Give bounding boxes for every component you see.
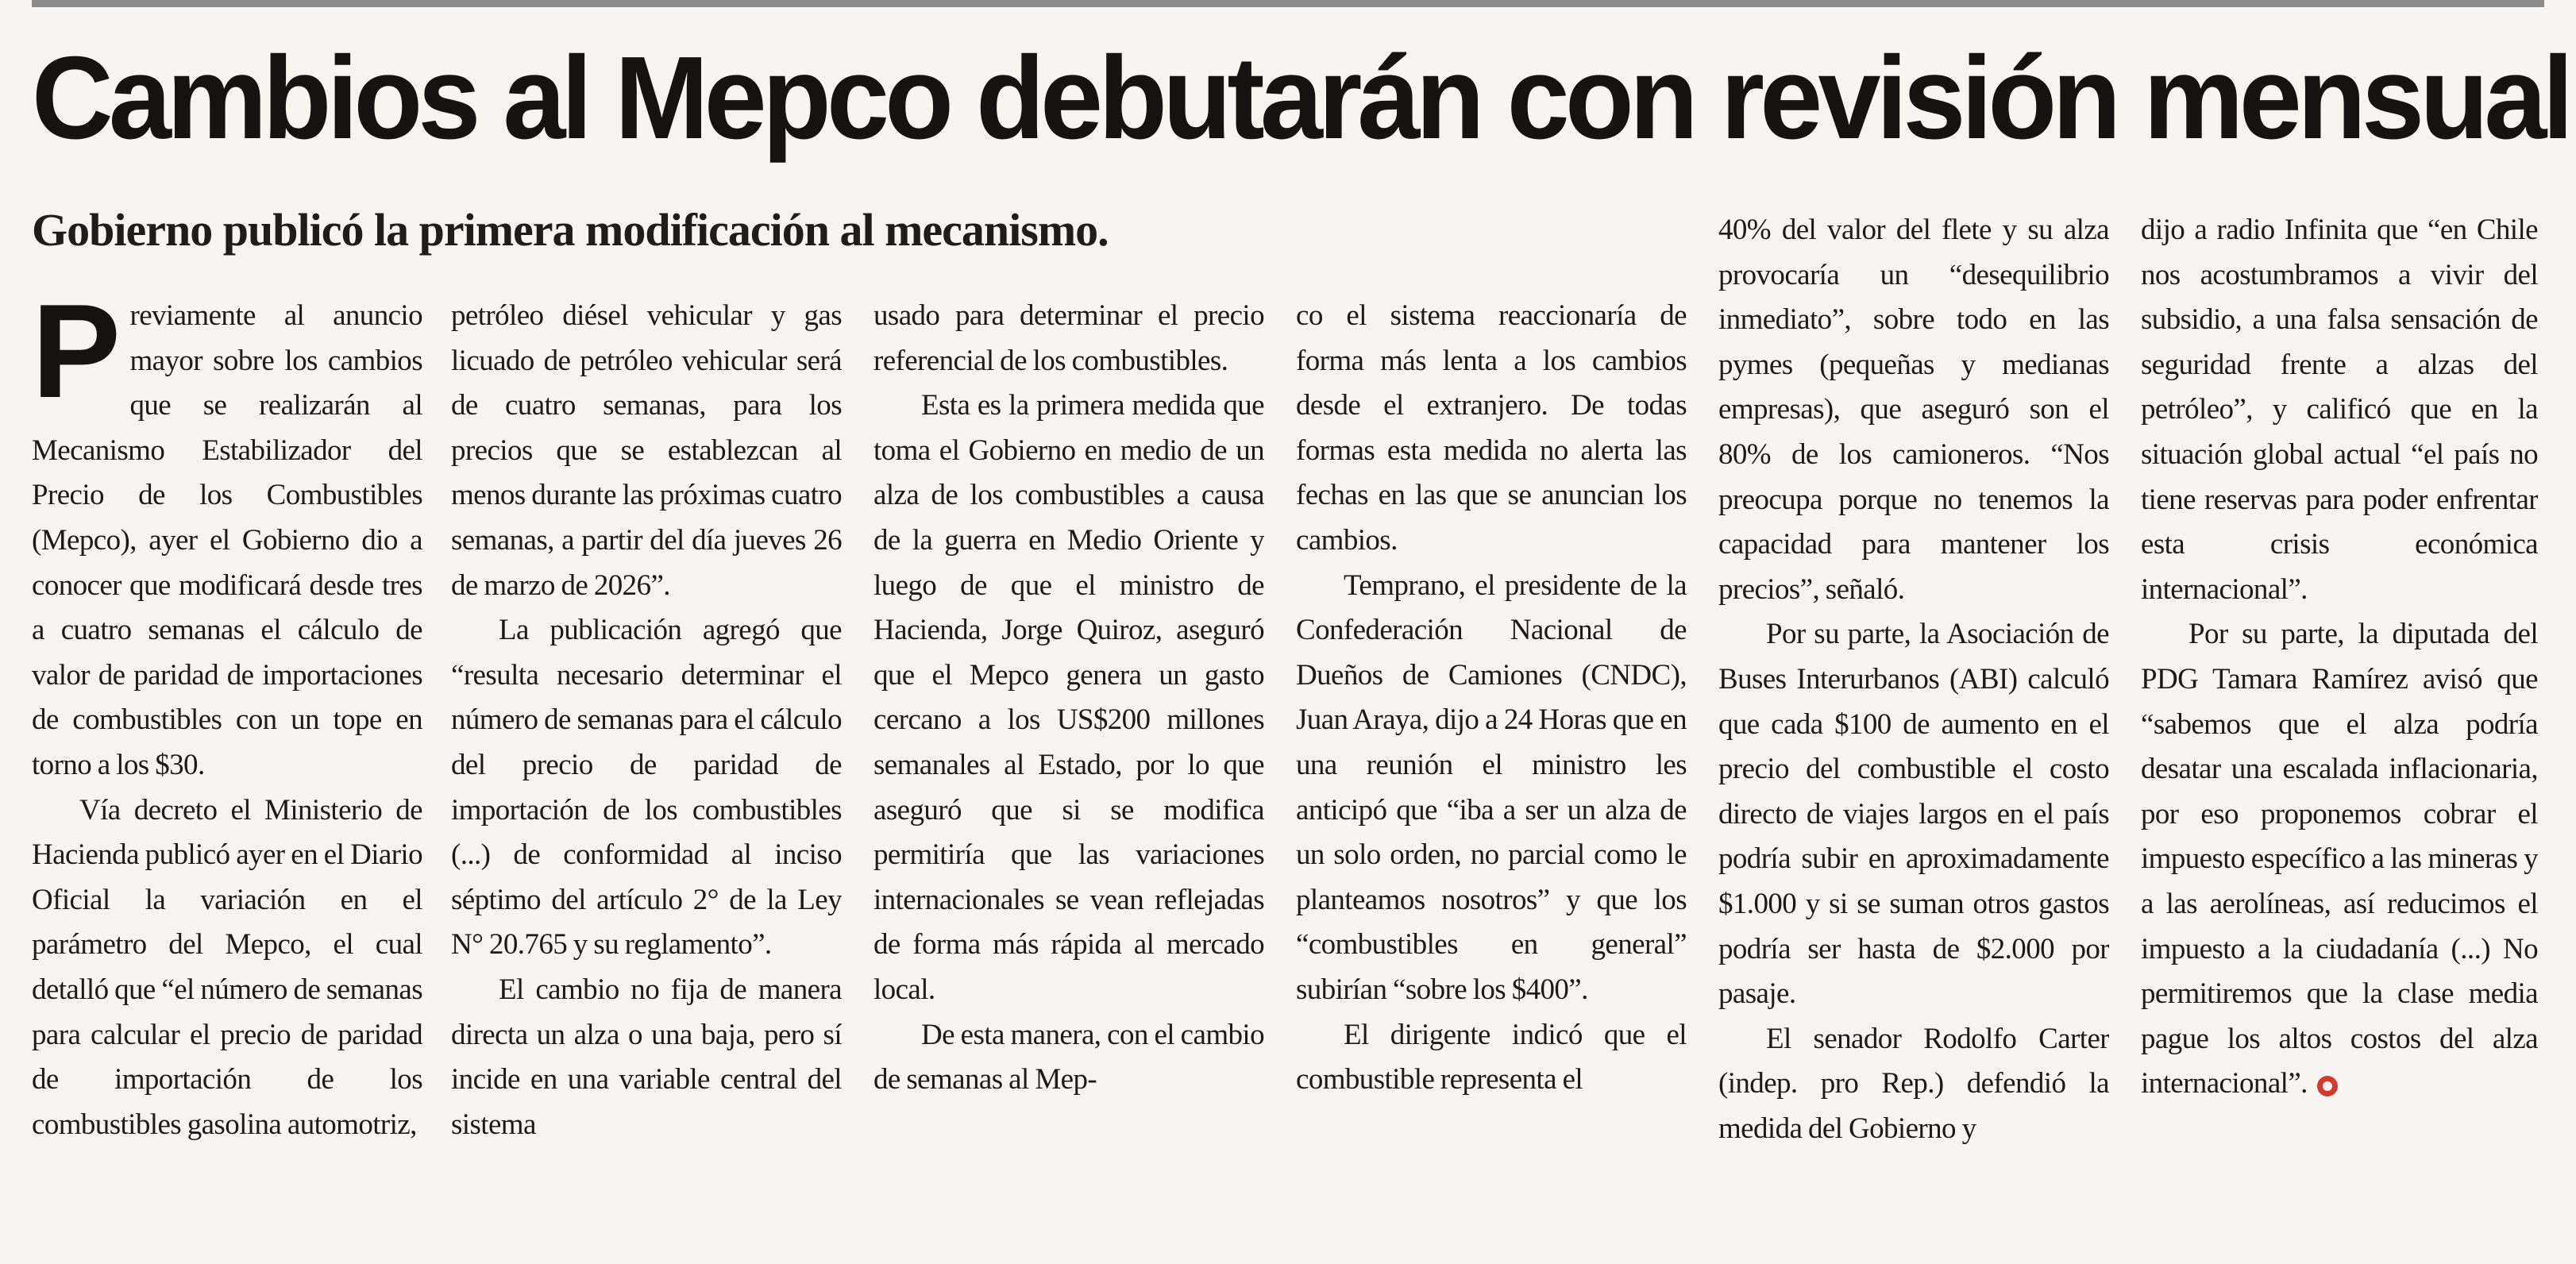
headline: Cambios al Mepco debutarán con revisión mensual [32, 33, 2570, 164]
paragraph: dijo a radio Infinita que “en Chile nos acostumbramos a vivir del subsidio, a una falsa sensación de seguridad frente a alzas del petróleo”, y calificó que en la situación global actual “el país no tiene reservas para poder enfrentar esta crisis económica internacional”. [2141, 214, 2538, 606]
article-column-1 [32, 294, 422, 1247]
paragraph: usado para determinar el precio referencial de los combustibles. [873, 299, 1264, 377]
paragraph: El dirigente indicó que el combustible representa el [1296, 1018, 1687, 1096]
paragraph: De esta manera, con el cambio de semanas al Mep- [873, 1018, 1264, 1096]
paragraph: El cambio no fija de manera directa un alza o una baja, pero sí incide en una variable central del sistema [451, 973, 842, 1141]
paragraph: Previamente al anuncio mayor sobre los cambios que se realizarán al Mecanismo Estabilizador del Precio de los Combustibles (Mepco), ayer el Gobierno dio a conocer que modificará desde tres a cuatro semanas el cálculo de valor de paridad de importaciones de combustibles con un tope en torno a los $30. [32, 294, 422, 781]
article-column-5 [1718, 208, 2109, 1248]
paragraph: 40% del valor del flete y su alza provocaría un “desequilibrio inmediato”, sobre todo en las pymes (pequeñas y medianas empresas), que aseguró son el 80% de los camioneros. “Nos preocupa porque no tenemos la capacidad para mantener los precios”, señaló. [1718, 214, 2109, 606]
article-column-6 [2141, 208, 2538, 1248]
paragraph: co el sistema reaccionaría de forma más lenta a los cambios desde el extranjero. De todas formas esta medida no alerta las fechas en las que se anuncian los cambios. [1296, 299, 1687, 557]
paragraph: Vía decreto el Ministerio de Hacienda publicó ayer en el Diario Oficial la variación en el parámetro del Mepco, el cual detalló que “el número de semanas para calcular el precio de paridad de importación de los combustibles gasolina automotriz, [32, 793, 422, 1141]
top-rule [32, 0, 2544, 7]
paragraph: Temprano, el presidente de la Confederación Nacional de Dueños de Camiones (CNDC), Juan Araya, dijo a 24 Horas que en una reunión el ministro les anticipó que “iba a ser un alza de un solo orden, no parcial como le planteamos nosotros” y que los “combustibles en general” subirían “sobre los $400”. [1296, 568, 1687, 1006]
paragraph: Por su parte, la diputada del PDG Tamara Ramírez avisó que “sabemos que el alza podría desatar una escalada inflacionaria, por eso proponemos cobrar el impuesto específico a las mineras y a las aerolíneas, así reducimos el impuesto a la ciudadanía (...) No permitiremos que la clase media pague los altos costos del alza internacional”. [2141, 618, 2538, 1100]
deck-subheadline: Gobierno publicó la primera modificación al mecanismo. [32, 204, 1109, 256]
drop-cap: P [32, 294, 121, 426]
paragraph: El senador Rodolfo Carter (indep. pro Rep.) defendió la medida del Gobierno y [1718, 1022, 2109, 1145]
end-of-article-icon [2317, 1076, 2338, 1096]
paragraph: Por su parte, la Asociación de Buses Interurbanos (ABI) calculó que cada $100 de aumento en el precio del combustible el costo directo de viajes largos en el país podría subir en aproximadamente $1.000 y si se suman otros gastos podría ser hasta de $2.000 por pasaje. [1718, 618, 2109, 1011]
article-column-4 [1296, 294, 1687, 1247]
paragraph: La publicación agregó que “resulta necesario determinar el número de semanas para el cálculo del precio de paridad de importación de los combustibles (...) de conformidad al inciso séptimo del artículo 2° de la Ley N° 20.765 y su reglamento”. [451, 614, 842, 961]
paragraph: petróleo diésel vehicular y gas licuado de petróleo vehicular será de cuatro semanas, para los precios que se establezcan al menos durante las próximas cuatro semanas, a partir del día jueves 26 de marzo de 2026”. [451, 299, 842, 602]
article-column-3 [873, 294, 1264, 1247]
paragraph: Esta es la primera medida que toma el Gobierno en medio de un alza de los combustibles a causa de la guerra en Medio Oriente y luego de que el ministro de Hacienda, Jorge Quiroz, aseguró que el Mepco genera un gasto cercano a los US$200 millones semanales al Estado, por lo que aseguró que si se modifica permitiría que las variaciones internacionales se vean reflejadas de forma más rápida al mercado local. [873, 389, 1264, 1006]
article-column-2 [451, 294, 842, 1247]
